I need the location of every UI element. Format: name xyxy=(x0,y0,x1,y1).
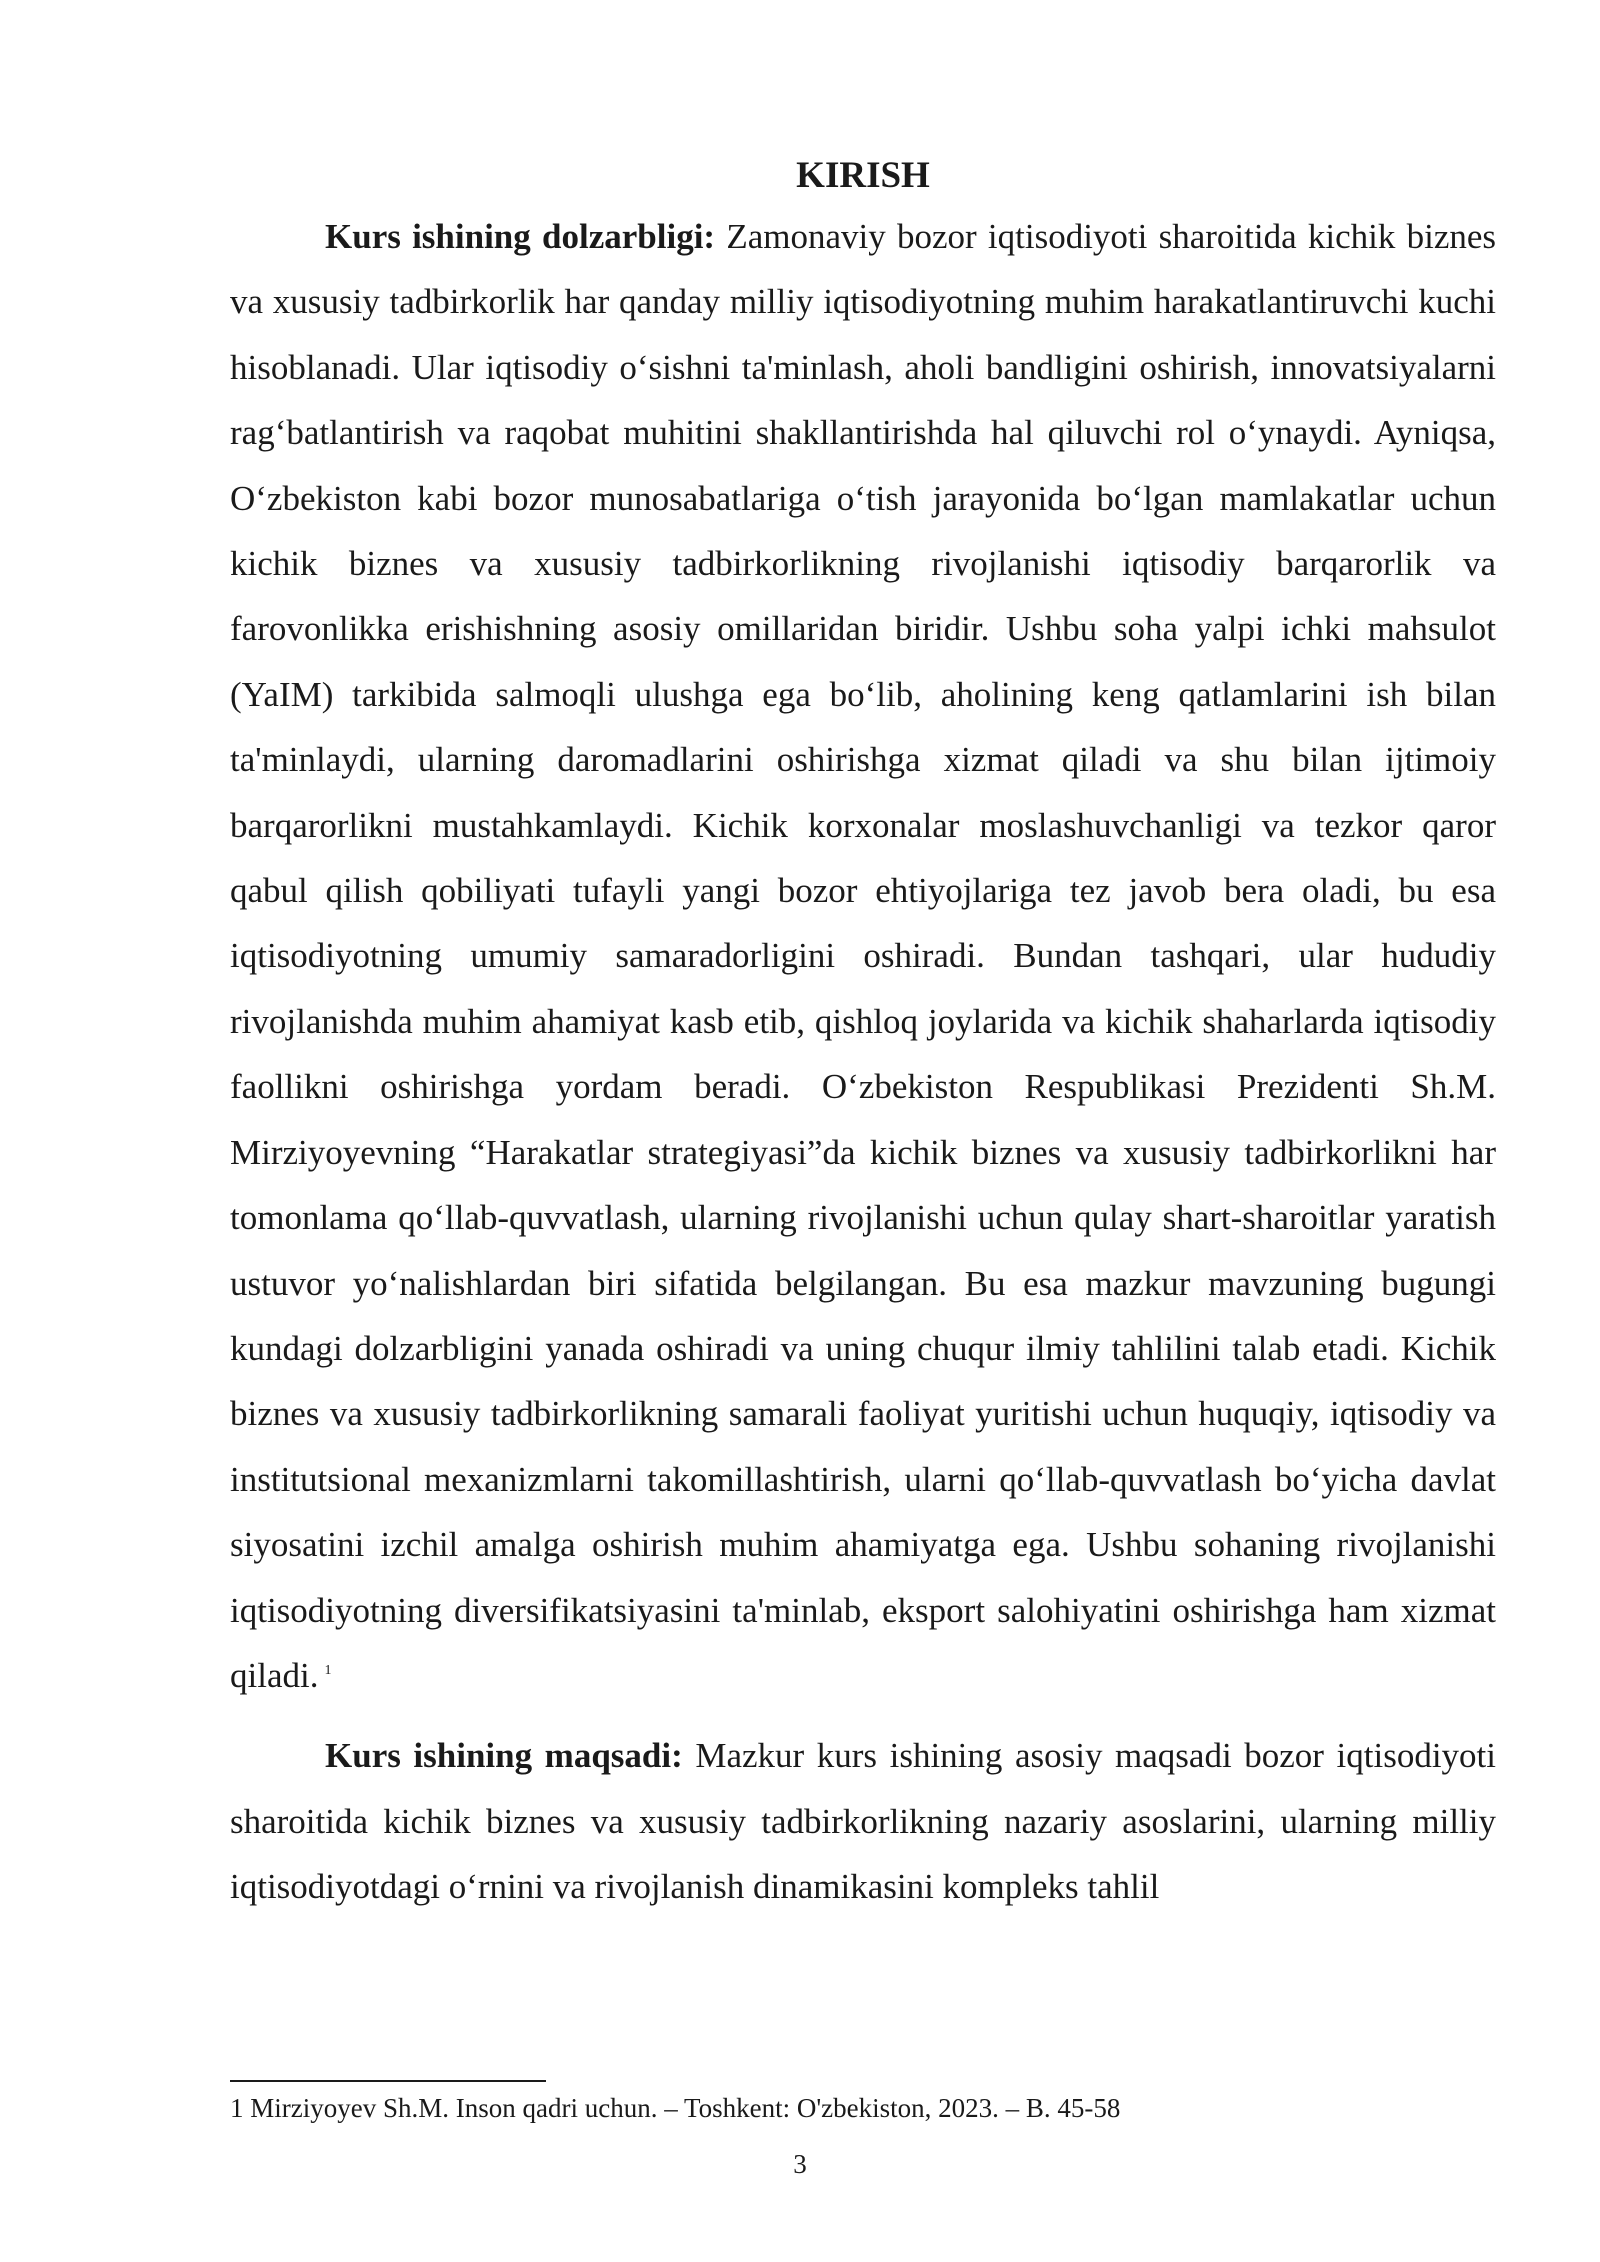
paragraph-relevance xyxy=(230,204,1496,1708)
page-body xyxy=(230,148,1496,1920)
footnote-reference[interactable]: 1 xyxy=(324,1663,332,1679)
paragraph-goal xyxy=(230,1723,1496,1919)
paragraph-text-goal: Mazkur kurs ishining asosiy maqsadi bozor iqtisodiyoti sharoitida kichik biznes va xususiy tadbirkorlikning nazariy asoslarini, ularning milliy iqtisodiyotdagi o‘rnini va rivojlanish dinamikasini kompleks tahlil xyxy=(230,1736,1496,1907)
paragraph-text-relevance: Zamonaviy bozor iqtisodiyoti sharoitida kichik biznes va xususiy tadbirkorlik har qanday milliy iqtisodiyotning muhim harakatlantiruvchi kuchi hisoblanadi. Ular iqtisodiy o‘sishni ta'minlash, aholi bandligini oshirish, innovatsiyalarni rag‘batlantirish va raqobat muhitini shakllantirishda hal qiluvchi rol o‘ynaydi. Ayniqsa, O‘zbekiston kabi bozor munosabatlariga o‘tish jarayonida bo‘lgan mamlakatlar uchun kichik biznes va xususiy tadbirkorlikning rivojlanishi iqtisodiy barqarorlik va farovonlikka erishishning asosiy omillaridan biridir. Ushbu soha yalpi ichki mahsulot (YaIM) tarkibida salmoqli ulushga ega bo‘lib, aholining keng qatlamlarini ish bilan ta'minlaydi, ularning daromadlarini oshirishga xizmat qiladi va shu bilan ijtimoiy barqarorlikni mustahkamlaydi. Kichik korxonalar moslashuvchanligi va tezkor qaror qabul qilish qobiliyati tufayli yangi bozor ehtiyojlariga tez javob bera oladi, bu esa iqtisodiyotning umumiy samaradorligini oshiradi. Bundan tashqari, ular hududiy rivojlanishda muhim ahamiyat kasb etib, qishloq joylarida va kichik shaharlarda iqtisodiy faollikni oshirishga yordam beradi. O‘zbekiston Respublikasi Prezidenti Sh.M. Mirziyoyevning “Harakatlar strategiyasi”da kichik biznes va xususiy tadbirkorlikni har tomonlama qo‘llab-quvvatlash, ularning rivojlanishi uchun qulay shart-sharoitlar yaratish ustuvor yo‘nalishlardan biri sifatida belgilangan. Bu esa mazkur mavzuning bugungi kundagi dolzarbligini yanada oshiradi va uning chuqur ilmiy tahlilini talab etadi. Kichik biznes va xususiy tadbirkorlikning samarali faoliyat yuritishi uchun huquqiy, iqtisodiy va institutsional mexanizmlarni takomillashtirish, ularni qo‘llab-quvvatlash bo‘yicha davlat siyosatini izchil amalga oshirish muhim ahamiyatga ega. Ushbu sohaning rivojlanishi iqtisodiyotning diversifikatsiyasini ta'minlab, eksport salohiyatini oshirishga ham xizmat qiladi. xyxy=(230,217,1497,1695)
paragraph-lead-goal: Kurs ishining maqsadi: xyxy=(325,1736,683,1776)
footnote-separator xyxy=(230,2080,546,2082)
footnote-text: 1 Mirziyoyev Sh.M. Inson qadri uchun. – Toshkent: O'zbekiston, 2023. – B. 45-58 xyxy=(230,2093,1121,2123)
page-number: 3 xyxy=(793,2149,807,2179)
paragraph-lead-relevance: Kurs ishining dolzarbligi: xyxy=(325,217,716,256)
section-heading: KIRISH xyxy=(796,155,930,196)
